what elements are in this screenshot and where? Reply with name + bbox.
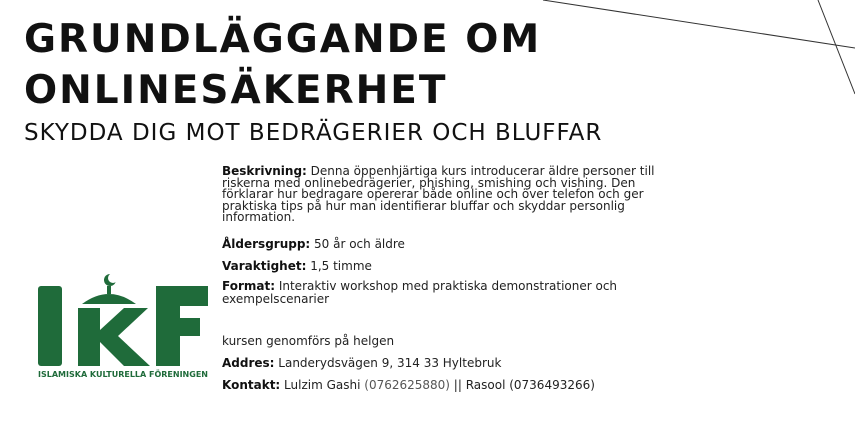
format bbox=[222, 280, 688, 306]
description-label: Beskrivning: bbox=[222, 164, 307, 178]
course-title-line1: GRUNDLÄGGANDE OM bbox=[24, 17, 542, 62]
age-label: Åldersgrupp: bbox=[222, 236, 311, 251]
contact bbox=[222, 377, 688, 393]
duration-text: 1,5 timme bbox=[306, 258, 372, 273]
spacer bbox=[222, 306, 688, 333]
address-text: Landerydsvägen 9, 314 33 Hyltebruk bbox=[274, 355, 502, 370]
contact-phone1[interactable]: (0762625880) bbox=[364, 377, 450, 392]
contact-phone2[interactable]: (0736493266) bbox=[509, 377, 595, 392]
course-details bbox=[222, 166, 688, 399]
description-text: Denna öppenhjärtiga kurs introducerar äldre personer till riskerna med onlinebedrägerier, phishing, smishing och vishing. Den förklarar hur bedragare opererar både online och över telefon och ger praktiska tips på hur man identifierar bluffar och skyddar personlig information. bbox=[222, 164, 655, 224]
format-label: Format: bbox=[222, 278, 276, 293]
schedule-note: kursen genomförs på helgen bbox=[222, 333, 395, 348]
contact-label: Kontakt: bbox=[222, 377, 281, 392]
age-text: 50 år och äldre bbox=[310, 236, 405, 251]
course-subtitle: SKYDDA DIG MOT BEDRÄGERIER OCH BLUFFAR bbox=[24, 120, 603, 146]
description bbox=[222, 166, 688, 224]
ikf-logo bbox=[30, 272, 216, 382]
course-title bbox=[24, 14, 541, 116]
address-label: Addres: bbox=[222, 355, 275, 370]
age-group bbox=[222, 236, 688, 252]
course-title-line2: ONLINESÄKERHET bbox=[24, 68, 448, 113]
format-text: Interaktiv workshop med praktiska demonstrationer och exempelscenarier bbox=[222, 278, 618, 306]
contact-separator: || Rasool bbox=[449, 377, 510, 392]
address bbox=[222, 355, 688, 371]
duration-label: Varaktighet: bbox=[222, 258, 307, 273]
logo-caption: ISLAMISKA KULTURELLA FÖRENINGEN bbox=[38, 370, 208, 379]
contact-name1: Lulzim Gashi bbox=[280, 377, 365, 392]
duration bbox=[222, 258, 688, 274]
